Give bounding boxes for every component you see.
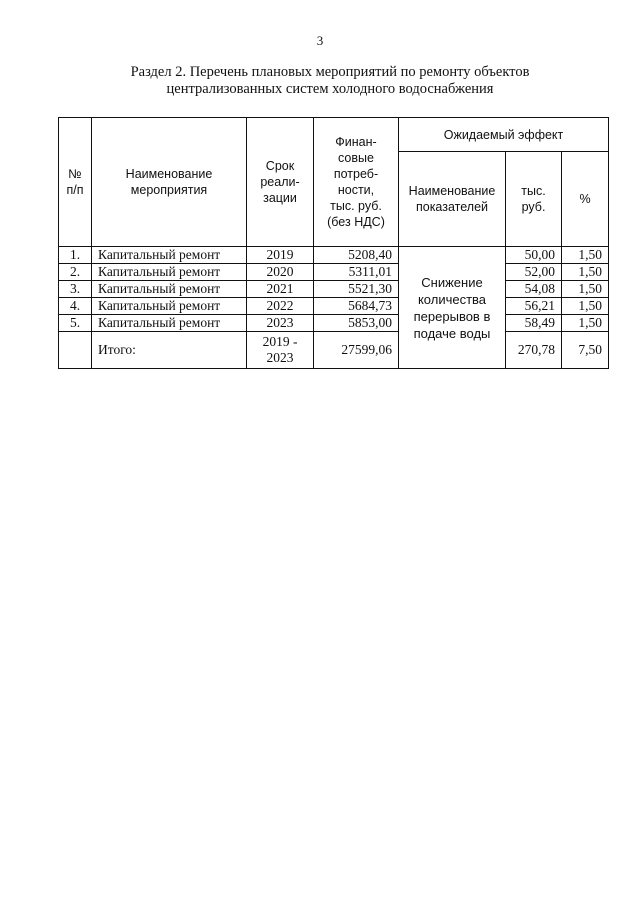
header-percent: % (562, 152, 609, 247)
row-name: Капитальный ремонт (92, 315, 247, 332)
total-finance: 27599,06 (314, 332, 399, 369)
row-name: Капитальный ремонт (92, 281, 247, 298)
row-percent: 1,50 (562, 281, 609, 298)
row-year: 2020 (247, 264, 314, 281)
header-num: № п/п (59, 118, 92, 247)
header-finance: Финан- совые потреб- ности, тыс. руб. (без НДС) (314, 118, 399, 247)
plan-table (58, 117, 609, 369)
row-finance: 5684,73 (314, 298, 399, 315)
row-num: 4. (59, 298, 92, 315)
header-expected-effect: Ожидаемый эффект (399, 118, 609, 152)
page-number: 3 (316, 33, 324, 48)
row-year: 2021 (247, 281, 314, 298)
row-thousand: 58,49 (506, 315, 562, 332)
row-finance: 5311,01 (314, 264, 399, 281)
effect-description: Снижение количества перерывов в подаче воды (399, 247, 506, 369)
table-row (59, 247, 609, 264)
row-year: 2019 (247, 247, 314, 264)
total-row (59, 332, 609, 369)
total-label: Итого: (92, 332, 247, 369)
row-num: 5. (59, 315, 92, 332)
row-thousand: 50,00 (506, 247, 562, 264)
row-name: Капитальный ремонт (92, 264, 247, 281)
section-title-line-1: Раздел 2. Перечень плановых мероприятий по ремонту объектов (130, 64, 530, 80)
row-percent: 1,50 (562, 315, 609, 332)
total-period: 2019 - 2023 (247, 332, 314, 369)
table-row (59, 281, 609, 298)
total-percent: 7,50 (562, 332, 609, 369)
row-year: 2023 (247, 315, 314, 332)
header-name: Наименование мероприятия (92, 118, 247, 247)
table-row (59, 298, 609, 315)
section-title (40, 64, 620, 98)
row-num: 3. (59, 281, 92, 298)
row-finance: 5208,40 (314, 247, 399, 264)
header-thousand-rub: тыс. руб. (506, 152, 562, 247)
row-year: 2022 (247, 298, 314, 315)
row-percent: 1,50 (562, 264, 609, 281)
row-finance: 5853,00 (314, 315, 399, 332)
row-finance: 5521,30 (314, 281, 399, 298)
total-thousand: 270,78 (506, 332, 562, 369)
table-row (59, 264, 609, 281)
row-thousand: 52,00 (506, 264, 562, 281)
header-term: Срок реали- зации (247, 118, 314, 247)
row-percent: 1,50 (562, 298, 609, 315)
row-name: Капитальный ремонт (92, 247, 247, 264)
row-thousand: 56,21 (506, 298, 562, 315)
section-title-line-2: централизованных систем холодного водоснабжения (166, 81, 494, 97)
row-num: 1. (59, 247, 92, 264)
header-indicator: Наименование показателей (399, 152, 506, 247)
row-name: Капитальный ремонт (92, 298, 247, 315)
table-row (59, 315, 609, 332)
row-num: 2. (59, 264, 92, 281)
total-num-empty (59, 332, 92, 369)
row-thousand: 54,08 (506, 281, 562, 298)
row-percent: 1,50 (562, 247, 609, 264)
